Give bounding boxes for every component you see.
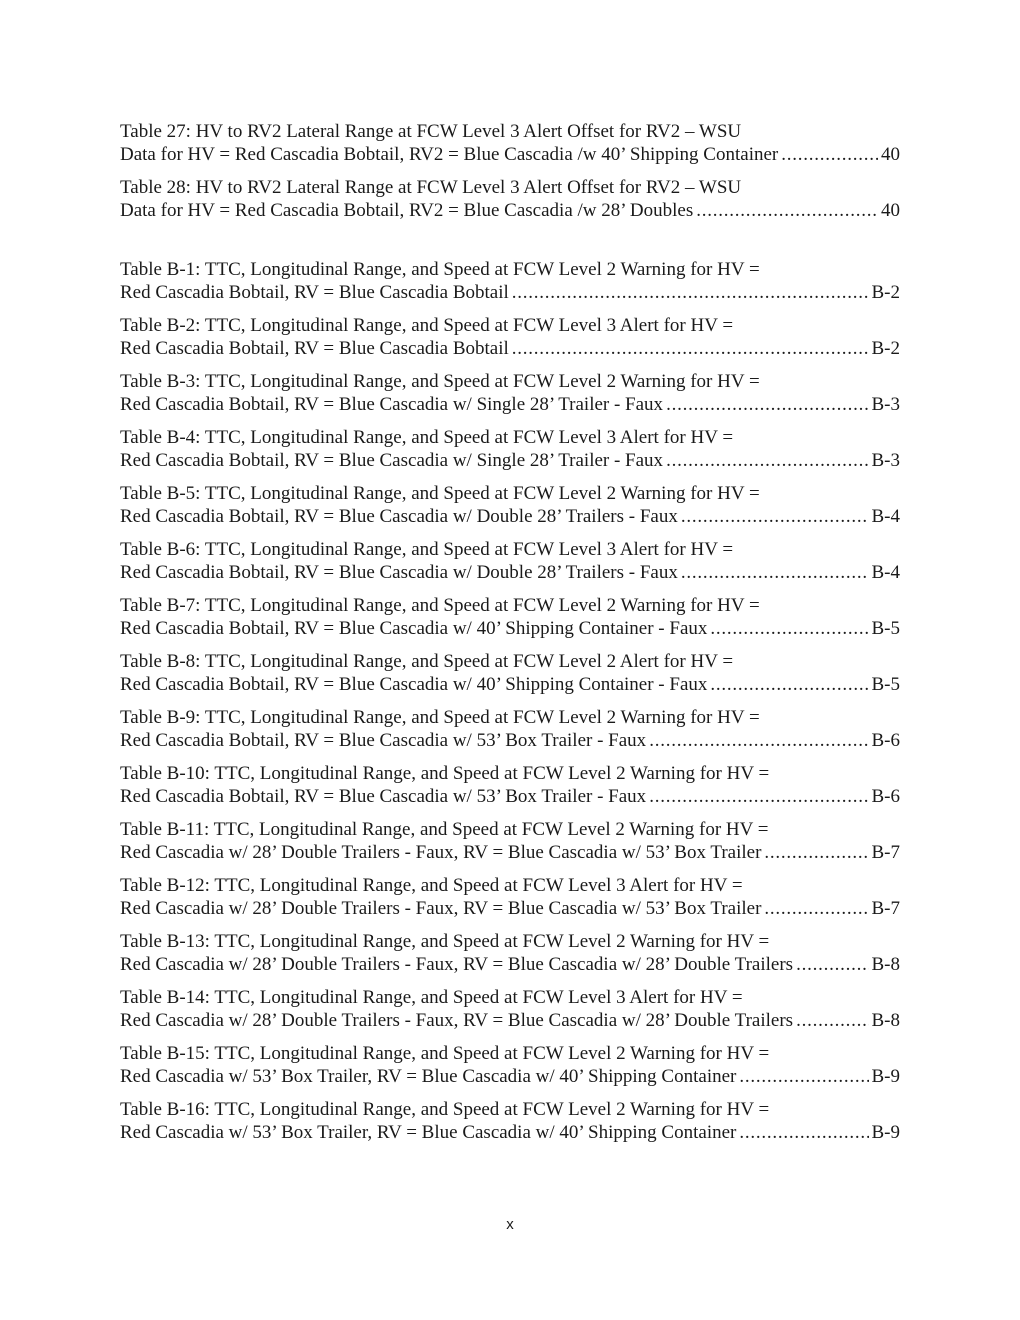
toc-entry-title: Table B-12: TTC, Longitudinal Range, and Speed at FCW Level 3 Alert for HV = [120, 875, 743, 896]
toc-entry[interactable] [120, 762, 900, 808]
toc-entry-page-number: B-4 [871, 506, 900, 527]
toc-leader-dots [512, 337, 869, 360]
toc-entry-title: Table B-14: TTC, Longitudinal Range, and Speed at FCW Level 3 Alert for HV = [120, 987, 743, 1008]
toc-entry-page-number: B-6 [871, 786, 900, 807]
toc-entry[interactable] [120, 538, 900, 584]
toc-entry-subtitle: Red Cascadia w/ 28’ Double Trailers - Faux, RV = Blue Cascadia w/ 28’ Double Trailers [120, 954, 794, 975]
list-of-tables [120, 120, 900, 1154]
toc-entry[interactable] [120, 1098, 900, 1144]
toc-leader-dots [796, 953, 868, 976]
toc-entry-continuation [120, 785, 900, 808]
toc-leader-dots [764, 897, 868, 920]
toc-leader-dots [796, 1009, 868, 1032]
toc-entry-title: Table B-6: TTC, Longitudinal Range, and Speed at FCW Level 3 Alert for HV = [120, 539, 734, 560]
toc-leader-dots [649, 729, 868, 752]
toc-entry-subtitle: Red Cascadia Bobtail, RV = Blue Cascadia Bobtail [120, 282, 509, 303]
toc-entry-title: Table B-16: TTC, Longitudinal Range, and Speed at FCW Level 2 Warning for HV = [120, 1099, 770, 1120]
toc-entry-page-number: B-9 [871, 1066, 900, 1087]
toc-entry-title: Table B-15: TTC, Longitudinal Range, and Speed at FCW Level 2 Warning for HV = [120, 1043, 770, 1064]
toc-entry-continuation [120, 673, 900, 696]
toc-entry-subtitle: Red Cascadia w/ 53’ Box Trailer, RV = Blue Cascadia w/ 40’ Shipping Container [120, 1122, 737, 1143]
toc-leader-dots [666, 449, 868, 472]
toc-entry-page-number: B-2 [871, 282, 900, 303]
toc-entry-subtitle: Red Cascadia w/ 28’ Double Trailers - Faux, RV = Blue Cascadia w/ 53’ Box Trailer [120, 842, 762, 863]
toc-entry-subtitle: Red Cascadia Bobtail, RV = Blue Cascadia w/ 53’ Box Trailer - Faux [120, 786, 647, 807]
toc-entry[interactable] [120, 314, 900, 360]
toc-group-main-tables [120, 120, 900, 222]
toc-leader-dots [681, 561, 869, 584]
toc-entry-subtitle: Red Cascadia w/ 28’ Double Trailers - Faux, RV = Blue Cascadia w/ 28’ Double Trailers [120, 1010, 794, 1031]
toc-entry[interactable] [120, 874, 900, 920]
toc-entry-continuation [120, 199, 900, 222]
toc-entry-continuation [120, 953, 900, 976]
toc-leader-dots [710, 617, 868, 640]
toc-leader-dots [764, 841, 868, 864]
toc-entry[interactable] [120, 176, 900, 222]
toc-entry[interactable] [120, 1042, 900, 1088]
toc-entry-subtitle: Red Cascadia Bobtail, RV = Blue Cascadia w/ Single 28’ Trailer - Faux [120, 450, 664, 471]
toc-entry-title: Table B-4: TTC, Longitudinal Range, and Speed at FCW Level 3 Alert for HV = [120, 427, 734, 448]
toc-entry-subtitle: Red Cascadia w/ 53’ Box Trailer, RV = Blue Cascadia w/ 40’ Shipping Container [120, 1066, 737, 1087]
toc-entry-page-number: B-4 [871, 562, 900, 583]
toc-entry-page-number: B-5 [871, 674, 900, 695]
toc-entry-page-number: B-3 [871, 394, 900, 415]
toc-entry-continuation [120, 281, 900, 304]
toc-entry-page-number: 40 [881, 144, 900, 165]
toc-entry-title: Table B-3: TTC, Longitudinal Range, and Speed at FCW Level 2 Warning for HV = [120, 371, 760, 392]
toc-entry-subtitle: Red Cascadia Bobtail, RV = Blue Cascadia w/ 40’ Shipping Container - Faux [120, 618, 708, 639]
toc-entry-continuation [120, 897, 900, 920]
toc-entry[interactable] [120, 120, 900, 166]
toc-entry-page-number: B-7 [871, 898, 900, 919]
toc-entry-continuation [120, 729, 900, 752]
toc-entry[interactable] [120, 258, 900, 304]
toc-entry-continuation [120, 561, 900, 584]
toc-entry-continuation [120, 1065, 900, 1088]
toc-entry[interactable] [120, 818, 900, 864]
toc-entry[interactable] [120, 370, 900, 416]
toc-entry[interactable] [120, 986, 900, 1032]
toc-entry[interactable] [120, 706, 900, 752]
toc-leader-dots [666, 393, 868, 416]
toc-entry-title: Table B-9: TTC, Longitudinal Range, and Speed at FCW Level 2 Warning for HV = [120, 707, 760, 728]
page-number: x [506, 1216, 514, 1233]
toc-entry-subtitle: Red Cascadia Bobtail, RV = Blue Cascadia w/ Double 28’ Trailers - Faux [120, 506, 678, 527]
toc-entry-title: Table B-13: TTC, Longitudinal Range, and Speed at FCW Level 2 Warning for HV = [120, 931, 770, 952]
toc-entry[interactable] [120, 930, 900, 976]
toc-entry-subtitle: Red Cascadia Bobtail, RV = Blue Cascadia w/ 40’ Shipping Container - Faux [120, 674, 708, 695]
toc-entry-subtitle: Red Cascadia Bobtail, RV = Blue Cascadia Bobtail [120, 338, 509, 359]
toc-leader-dots [781, 143, 878, 166]
toc-entry-title: Table B-8: TTC, Longitudinal Range, and Speed at FCW Level 2 Alert for HV = [120, 651, 734, 672]
toc-entry[interactable] [120, 482, 900, 528]
toc-entry[interactable] [120, 426, 900, 472]
toc-entry-continuation [120, 449, 900, 472]
toc-entry-title: Table B-1: TTC, Longitudinal Range, and Speed at FCW Level 2 Warning for HV = [120, 259, 760, 280]
toc-entry-title: Table B-11: TTC, Longitudinal Range, and Speed at FCW Level 2 Warning for HV = [120, 819, 769, 840]
toc-entry-title: Table B-10: TTC, Longitudinal Range, and Speed at FCW Level 2 Warning for HV = [120, 763, 770, 784]
toc-entry-subtitle: Red Cascadia w/ 28’ Double Trailers - Faux, RV = Blue Cascadia w/ 53’ Box Trailer [120, 898, 762, 919]
toc-entry[interactable] [120, 594, 900, 640]
toc-entry-page-number: B-6 [871, 730, 900, 751]
toc-leader-dots [739, 1121, 868, 1144]
toc-entry[interactable] [120, 650, 900, 696]
toc-entry-page-number: B-7 [871, 842, 900, 863]
toc-entry-title: Table B-2: TTC, Longitudinal Range, and Speed at FCW Level 3 Alert for HV = [120, 315, 734, 336]
toc-entry-subtitle: Red Cascadia Bobtail, RV = Blue Cascadia w/ Double 28’ Trailers - Faux [120, 562, 678, 583]
toc-group-appendix-b-tables [120, 258, 900, 1144]
toc-entry-title: Table B-5: TTC, Longitudinal Range, and Speed at FCW Level 2 Warning for HV = [120, 483, 760, 504]
toc-leader-dots [512, 281, 869, 304]
toc-entry-page-number: B-9 [871, 1122, 900, 1143]
toc-entry-continuation [120, 393, 900, 416]
toc-entry-continuation [120, 1121, 900, 1144]
toc-entry-continuation [120, 143, 900, 166]
toc-entry-page-number: B-5 [871, 618, 900, 639]
toc-entry-title: Table 27: HV to RV2 Lateral Range at FCW Level 3 Alert Offset for RV2 – WSU [120, 121, 742, 142]
toc-entry-continuation [120, 337, 900, 360]
toc-entry-continuation [120, 505, 900, 528]
toc-entry-subtitle: Red Cascadia Bobtail, RV = Blue Cascadia w/ 53’ Box Trailer - Faux [120, 730, 647, 751]
toc-entry-continuation [120, 617, 900, 640]
toc-entry-page-number: B-8 [871, 1010, 900, 1031]
toc-entry-subtitle: Data for HV = Red Cascadia Bobtail, RV2 = Blue Cascadia /w 28’ Doubles [120, 200, 694, 221]
toc-leader-dots [649, 785, 868, 808]
toc-entry-subtitle: Red Cascadia Bobtail, RV = Blue Cascadia w/ Single 28’ Trailer - Faux [120, 394, 664, 415]
toc-leader-dots [739, 1065, 868, 1088]
toc-entry-continuation [120, 1009, 900, 1032]
toc-entry-page-number: B-2 [871, 338, 900, 359]
toc-entry-page-number: B-3 [871, 450, 900, 471]
toc-entry-subtitle: Data for HV = Red Cascadia Bobtail, RV2 = Blue Cascadia /w 40’ Shipping Container [120, 144, 779, 165]
toc-entry-title: Table B-7: TTC, Longitudinal Range, and Speed at FCW Level 2 Warning for HV = [120, 595, 760, 616]
toc-leader-dots [681, 505, 869, 528]
toc-leader-dots [710, 673, 868, 696]
toc-entry-page-number: B-8 [871, 954, 900, 975]
toc-entry-title: Table 28: HV to RV2 Lateral Range at FCW Level 3 Alert Offset for RV2 – WSU [120, 177, 742, 198]
toc-entry-continuation [120, 841, 900, 864]
toc-leader-dots [696, 199, 878, 222]
toc-entry-page-number: 40 [881, 200, 900, 221]
